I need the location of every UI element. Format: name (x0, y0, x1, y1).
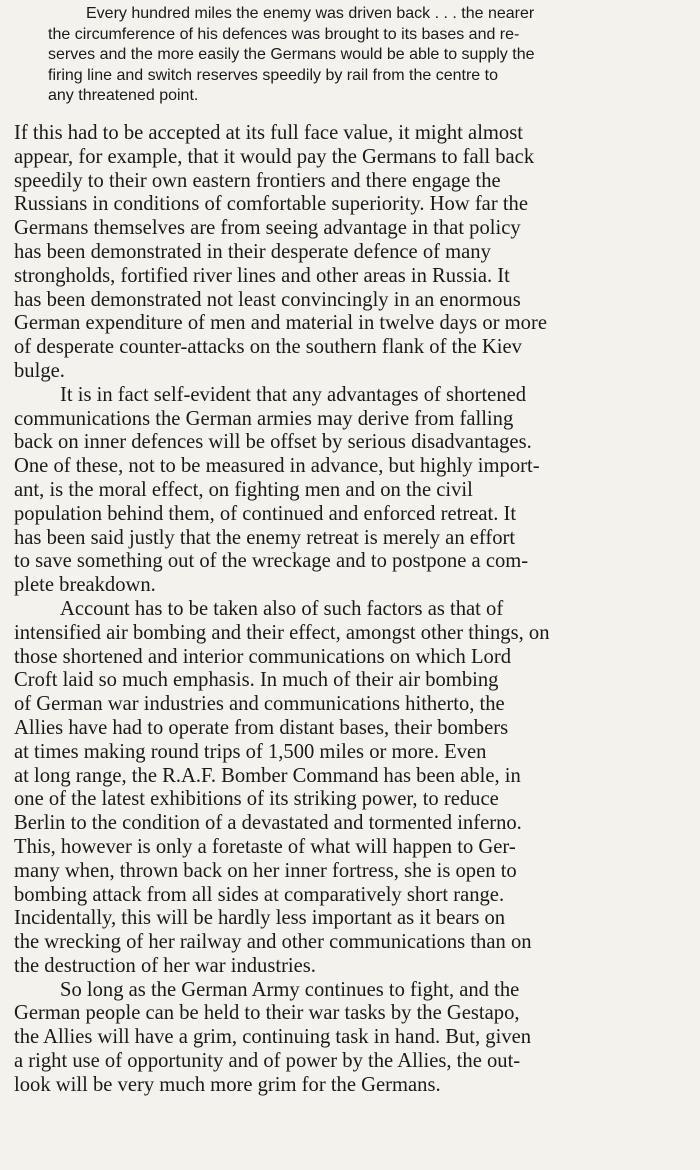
text-line: has been demonstrated not least convincingly in an enormous (14, 288, 521, 311)
text-line: the wrecking of her railway and other communications than on (14, 931, 532, 954)
text-line: Germans themselves are from seeing advantage in that policy (14, 217, 521, 240)
text-line: back on inner defences will be offset by serious disadvantages. (14, 431, 532, 454)
text-line: Russians in conditions of comfortable superiority. How far the (14, 193, 528, 216)
paragraph-3 (14, 598, 698, 979)
text-line: intensified air bombing and their effect, amongst other things, on (14, 621, 550, 644)
quote-line: serves and the more easily the Germans would be able to supply the (48, 46, 535, 63)
text-line: of desperate counter-attacks on the southern flank of the Kiev (14, 336, 522, 359)
text-line: the destruction of her war industries. (14, 954, 316, 977)
text-line: Berlin to the condition of a devastated and tormented inferno. (14, 812, 522, 835)
text-line: speedily to their own eastern frontiers and there engage the (14, 169, 501, 192)
text-line: communications the German armies may derive from falling (14, 407, 514, 430)
text-line: strongholds, fortified river lines and other areas in Russia. It (14, 264, 510, 287)
text-line: one of the latest exhibitions of its striking power, to reduce (14, 788, 499, 811)
text-line: Croft laid so much emphasis. In much of their air bombing (14, 669, 499, 692)
text-line: If this had to be accepted at its full face value, it might almost (14, 122, 523, 144)
text-line: those shortened and interior communications on which Lord (14, 645, 511, 668)
text-line: German people can be held to their war tasks by the Gestapo, (14, 1002, 520, 1025)
text-line: at long range, the R.A.F. Bomber Command has been able, in (14, 764, 521, 787)
text-line: Account has to be taken also of such factors as that of (60, 597, 504, 620)
text-line: the Allies will have a grim, continuing task in hand. But, given (14, 1026, 532, 1049)
text-line: bombing attack from all sides at comparatively short range. (14, 883, 505, 906)
text-line: plete breakdown. (14, 574, 156, 597)
article-body (14, 122, 698, 1098)
quote-line: any threatened point. (48, 87, 199, 104)
paragraph-4 (14, 979, 698, 1098)
quote-line: the circumference of his defences was brought to its bases and re- (48, 25, 520, 43)
text-line: One of these, not to be measured in advance, but highly import- (14, 455, 540, 478)
text-line: Allies have had to operate from distant bases, their bombers (14, 716, 509, 739)
text-line: at times making round trips of 1,500 miles or more. Even (14, 740, 487, 763)
text-line: many when, thrown back on her inner fortress, she is open to (14, 859, 517, 882)
text-line: German expenditure of men and material in twelve days or more (14, 312, 547, 335)
paragraph-2 (14, 384, 698, 598)
text-line: has been said justly that the enemy retreat is merely an effort (14, 526, 516, 549)
text-line: appear, for example, that it would pay the Germans to fall back (14, 145, 535, 168)
text-line: has been demonstrated in their desperate defence of many (14, 240, 491, 263)
text-line: to save something out of the wreckage and to postpone a com- (14, 550, 529, 573)
text-line: bulge. (14, 359, 65, 382)
text-line: look will be very much more grim for the Germans. (14, 1073, 441, 1096)
text-line: This, however is only a foretaste of what will happen to Ger- (14, 835, 516, 858)
text-line: ant, is the moral effect, on fighting men and on the civil (14, 478, 473, 501)
paragraph-1 (14, 122, 698, 384)
text-line: population behind them, of continued and enforced retreat. It (14, 502, 517, 525)
text-line: Incidentally, this will be hardly less important as it bears on (14, 907, 506, 930)
quote-line: Every hundred miles the enemy was driven back . . . the nearer (86, 5, 535, 22)
text-line: It is in fact self-evident that any advantages of shortened (60, 383, 527, 406)
quoted-passage (48, 4, 698, 107)
quote-line: firing line and switch reserves speedily by rail from the centre to (48, 66, 498, 84)
text-line: of German war industries and communications hitherto, the (14, 693, 505, 716)
text-line: So long as the German Army continues to fight, and the (60, 978, 520, 1001)
text-line: a right use of opportunity and of power by the Allies, the out- (14, 1050, 521, 1073)
